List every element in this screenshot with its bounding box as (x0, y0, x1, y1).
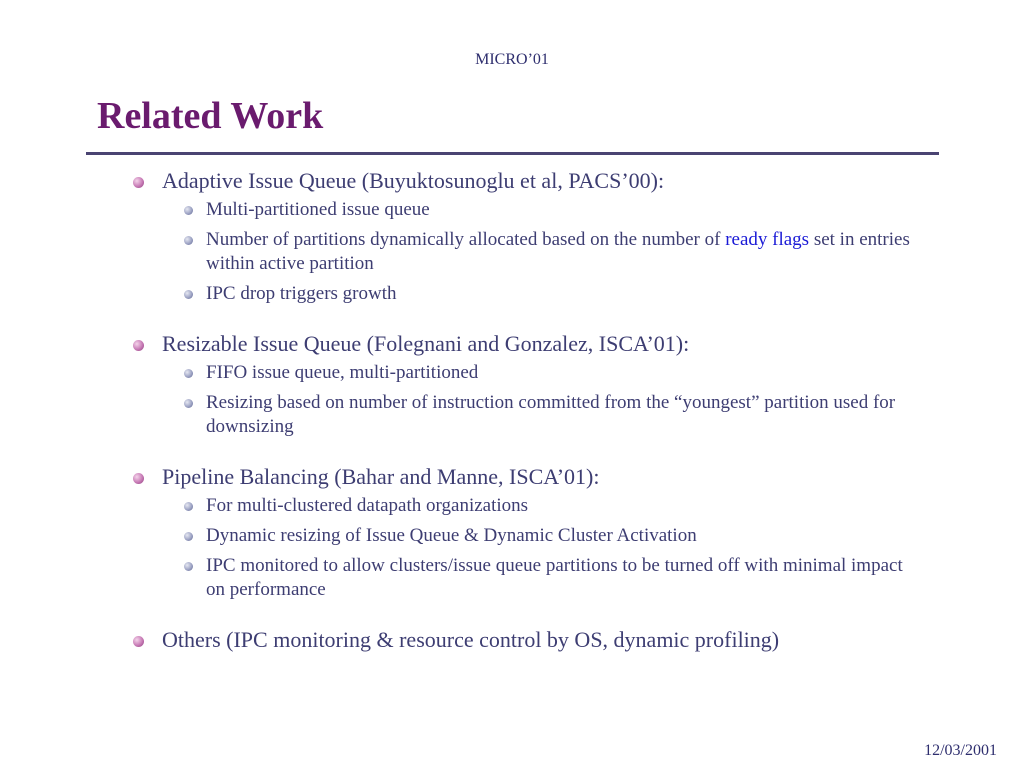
sphere-bullet-icon (133, 473, 144, 484)
sphere-bullet-icon (133, 177, 144, 188)
small-sphere-bullet-icon (184, 369, 193, 378)
sub-bullet-item (130, 391, 910, 439)
title-divider (86, 152, 939, 155)
sub-bullet-text: IPC monitored to allow clusters/issue queue partitions to be turned off with minimal impact on performance (206, 555, 903, 600)
sub-bullet-item (130, 554, 910, 602)
sphere-bullet-icon (133, 340, 144, 351)
bullet-item (130, 166, 910, 196)
sub-bullet-item (130, 494, 910, 518)
sub-bullet-text: Dynamic resizing of Issue Queue & Dynamic Cluster Activation (206, 525, 697, 546)
small-sphere-bullet-icon (184, 236, 193, 245)
bullet-text: Others (IPC monitoring & resource control by OS, dynamic profiling) (162, 627, 780, 652)
sub-bullet-text: Resizing based on number of instruction committed from the “youngest” partition used for downsizing (206, 392, 896, 437)
bullet-group-resizable-issue-queue (130, 329, 910, 439)
sub-bullet-list (130, 494, 910, 602)
sub-bullet-text: Multi-partitioned issue queue (206, 199, 430, 220)
bullet-group-adaptive-issue-queue (130, 166, 910, 306)
small-sphere-bullet-icon (184, 502, 193, 511)
sub-bullet-list (130, 361, 910, 439)
sub-bullet-text: For multi-clustered datapath organizations (206, 495, 529, 516)
small-sphere-bullet-icon (184, 562, 193, 571)
footer-date: 12/03/2001 (924, 742, 997, 759)
small-sphere-bullet-icon (184, 206, 193, 215)
slide-title: Related Work (97, 95, 324, 137)
bullet-text: Adaptive Issue Queue (Buyuktosunoglu et al, PACS’00): (162, 168, 665, 193)
sub-bullet-text: IPC drop triggers growth (206, 283, 397, 304)
bullet-group-pipeline-balancing (130, 462, 910, 602)
sub-bullet-item (130, 228, 910, 276)
sub-bullet-item (130, 524, 910, 548)
slide-header-label: MICRO’01 (475, 51, 549, 68)
sub-bullet-text-before: Number of partitions dynamically allocated based on the number of (206, 229, 726, 250)
bullet-text: Pipeline Balancing (Bahar and Manne, ISCA’01): (162, 464, 600, 489)
slide-body (130, 166, 910, 678)
sphere-bullet-icon (133, 636, 144, 647)
bullet-item (130, 329, 910, 359)
highlighted-term: ready flags (725, 229, 810, 250)
sub-bullet-text: FIFO issue queue, multi-partitioned (206, 362, 479, 383)
sub-bullet-item (130, 282, 910, 306)
small-sphere-bullet-icon (184, 290, 193, 299)
sub-bullet-item (130, 361, 910, 385)
bullet-item (130, 625, 910, 655)
sub-bullet-list (130, 198, 910, 306)
sub-bullet-item (130, 198, 910, 222)
bullet-item (130, 462, 910, 492)
small-sphere-bullet-icon (184, 399, 193, 408)
sub-bullet-text (206, 229, 910, 274)
bullet-text: Resizable Issue Queue (Folegnani and Gonzalez, ISCA’01): (162, 331, 690, 356)
small-sphere-bullet-icon (184, 532, 193, 541)
sub-bullet-text-after: set in entries within active partition (206, 229, 910, 274)
bullet-group-others (130, 625, 910, 655)
